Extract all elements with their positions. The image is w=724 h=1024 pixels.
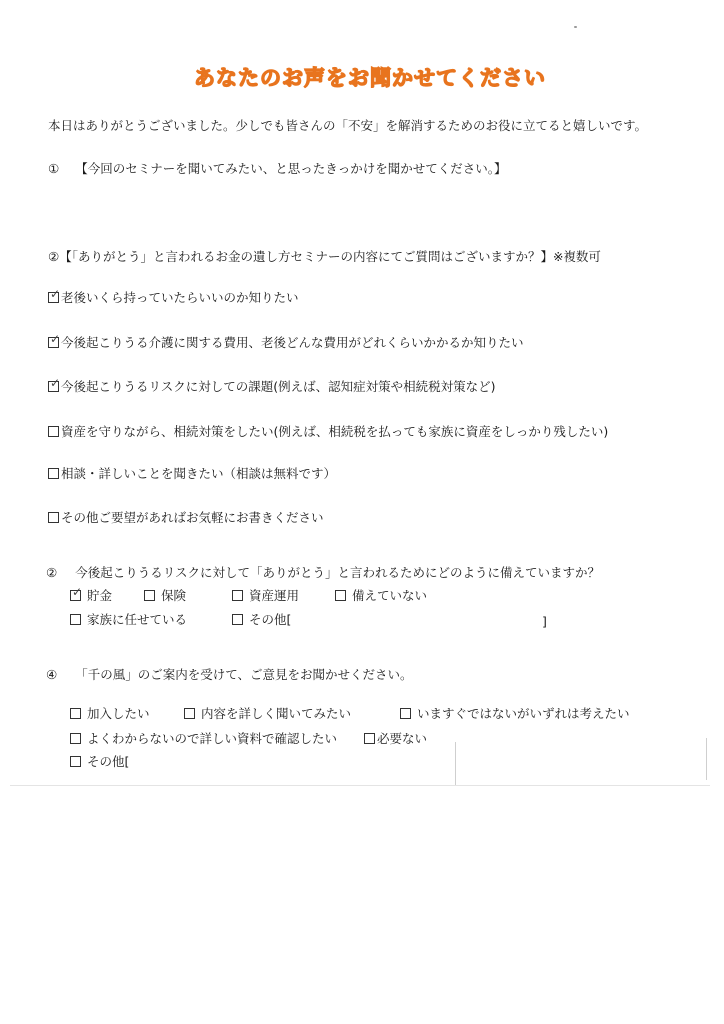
- q4-options-row-1: [70, 706, 630, 722]
- scan-artifact-edge: [10, 785, 710, 786]
- q4-option-other[interactable]: [70, 754, 129, 770]
- page-title: あなたのお声をお聞かせてください: [194, 66, 546, 90]
- q4-option-label: 内容を詳しく聞いてみたい: [200, 706, 351, 721]
- question-1-number: ①: [48, 161, 60, 176]
- q3-option-insurance[interactable]: [144, 588, 232, 604]
- question-2: ②【「ありがとう」と言われるお金の遺し方セミナーの内容にてご質問はございますか？】※複数可: [48, 249, 601, 264]
- q3-option-label: 備えていない: [351, 588, 427, 603]
- q4-option-later[interactable]: [400, 706, 630, 722]
- q2-option-4[interactable]: [48, 424, 608, 440]
- q3-other-close-bracket: ]: [542, 614, 547, 629]
- q4-option-details[interactable]: [184, 706, 400, 722]
- q3-option-label: その他[: [248, 612, 292, 627]
- q4-option-not-needed[interactable]: [364, 731, 427, 747]
- check-mark-icon: ✓: [72, 585, 83, 599]
- checkbox[interactable]: [48, 512, 59, 523]
- q3-options-row-2: [70, 612, 291, 628]
- q4-option-label: いますぐではないがいずれは考えたい: [416, 706, 630, 721]
- question-1: [48, 161, 506, 177]
- q2-option-2[interactable]: [48, 332, 524, 351]
- checkbox[interactable]: [70, 708, 81, 719]
- q4-option-label: その他[: [86, 754, 130, 769]
- checkbox[interactable]: [48, 426, 59, 437]
- checkbox[interactable]: [184, 708, 195, 719]
- checkbox[interactable]: [48, 332, 61, 348]
- q3-option-label: 保険: [160, 588, 186, 603]
- checkbox[interactable]: [70, 614, 81, 625]
- question-3: [46, 565, 600, 581]
- q4-options-row-2: [70, 731, 427, 747]
- q2-option-3[interactable]: [48, 376, 496, 395]
- q4-option-label: よくわからないので詳しい資料で確認したい: [86, 731, 337, 746]
- question-3-text: 今後起こりうるリスクに対して「ありがとう」と言われるためにどのように備えていますか？: [75, 565, 600, 580]
- checkbox[interactable]: [232, 590, 243, 601]
- checkbox[interactable]: [48, 376, 61, 392]
- q3-option-label: 資産運用: [248, 588, 299, 603]
- check-mark-icon: ✓: [50, 332, 61, 346]
- q4-option-label: 加入したい: [86, 706, 150, 721]
- question-1-text: 【今回のセミナーを聞いてみたい、と思ったきっかけを聞かせてください。】: [75, 161, 507, 176]
- q3-option-unprepared[interactable]: [335, 588, 427, 604]
- q2-option-5[interactable]: [48, 466, 336, 482]
- checkbox[interactable]: [400, 708, 411, 719]
- q2-option-1[interactable]: [48, 287, 299, 306]
- question-3-number: ②: [46, 565, 58, 580]
- q2-option-label: 老後いくら持っていたらいいのか知りたい: [61, 290, 299, 305]
- q3-options-row-1: [70, 585, 427, 604]
- question-4: [46, 667, 412, 683]
- question-4-number: ④: [46, 667, 58, 682]
- q3-option-family[interactable]: [70, 612, 232, 628]
- q4-option-join[interactable]: [70, 706, 184, 722]
- checkbox[interactable]: [48, 287, 61, 303]
- checkbox[interactable]: [70, 585, 83, 601]
- q3-option-savings[interactable]: [70, 585, 144, 604]
- q2-option-label: 資産を守りながら、相続対策をしたい(例えば、相続税を払っても家族に資産をしっかり残したい): [61, 424, 609, 439]
- intro-text: 本日はありがとうございました。少しでも皆さんの「不安」を解消するためのお役に立てると嬉しいです。: [48, 118, 648, 133]
- q2-option-6[interactable]: [48, 510, 324, 526]
- q2-option-label: 相談・詳しいことを聞きたい（相談は無料です）: [61, 466, 337, 481]
- check-mark-icon: ✓: [50, 287, 61, 301]
- q3-option-label: 貯金: [86, 588, 112, 603]
- scan-artifact-line: [455, 742, 456, 786]
- checkbox[interactable]: [144, 590, 155, 601]
- q4-options-row-3: [70, 754, 129, 770]
- q2-option-label: 今後起こりうる介護に関する費用、老後どんな費用がどれくらいかかるか知りたい: [61, 335, 524, 350]
- q4-option-materials[interactable]: [70, 731, 364, 747]
- scan-artifact-line: [706, 738, 707, 780]
- q2-option-label: その他ご要望があればお気軽にお書きください: [61, 510, 324, 525]
- question-4-text: 「千の風」のご案内を受けて、ご意見をお聞かせください。: [75, 667, 413, 682]
- q4-option-label: 必要ない: [377, 731, 428, 746]
- checkbox[interactable]: [335, 590, 346, 601]
- checkbox[interactable]: [232, 614, 243, 625]
- checkbox[interactable]: [364, 733, 375, 744]
- check-mark-icon: ✓: [50, 376, 61, 390]
- checkbox[interactable]: [70, 756, 81, 767]
- scan-speck: [574, 26, 577, 28]
- q3-option-investment[interactable]: [232, 588, 335, 604]
- checkbox[interactable]: [48, 468, 59, 479]
- checkbox[interactable]: [70, 733, 81, 744]
- q3-option-label: 家族に任せている: [86, 612, 187, 627]
- q3-option-other[interactable]: [232, 612, 291, 628]
- q2-option-label: 今後起こりうるリスクに対しての課題(例えば、認知症対策や相続税対策など): [61, 379, 496, 394]
